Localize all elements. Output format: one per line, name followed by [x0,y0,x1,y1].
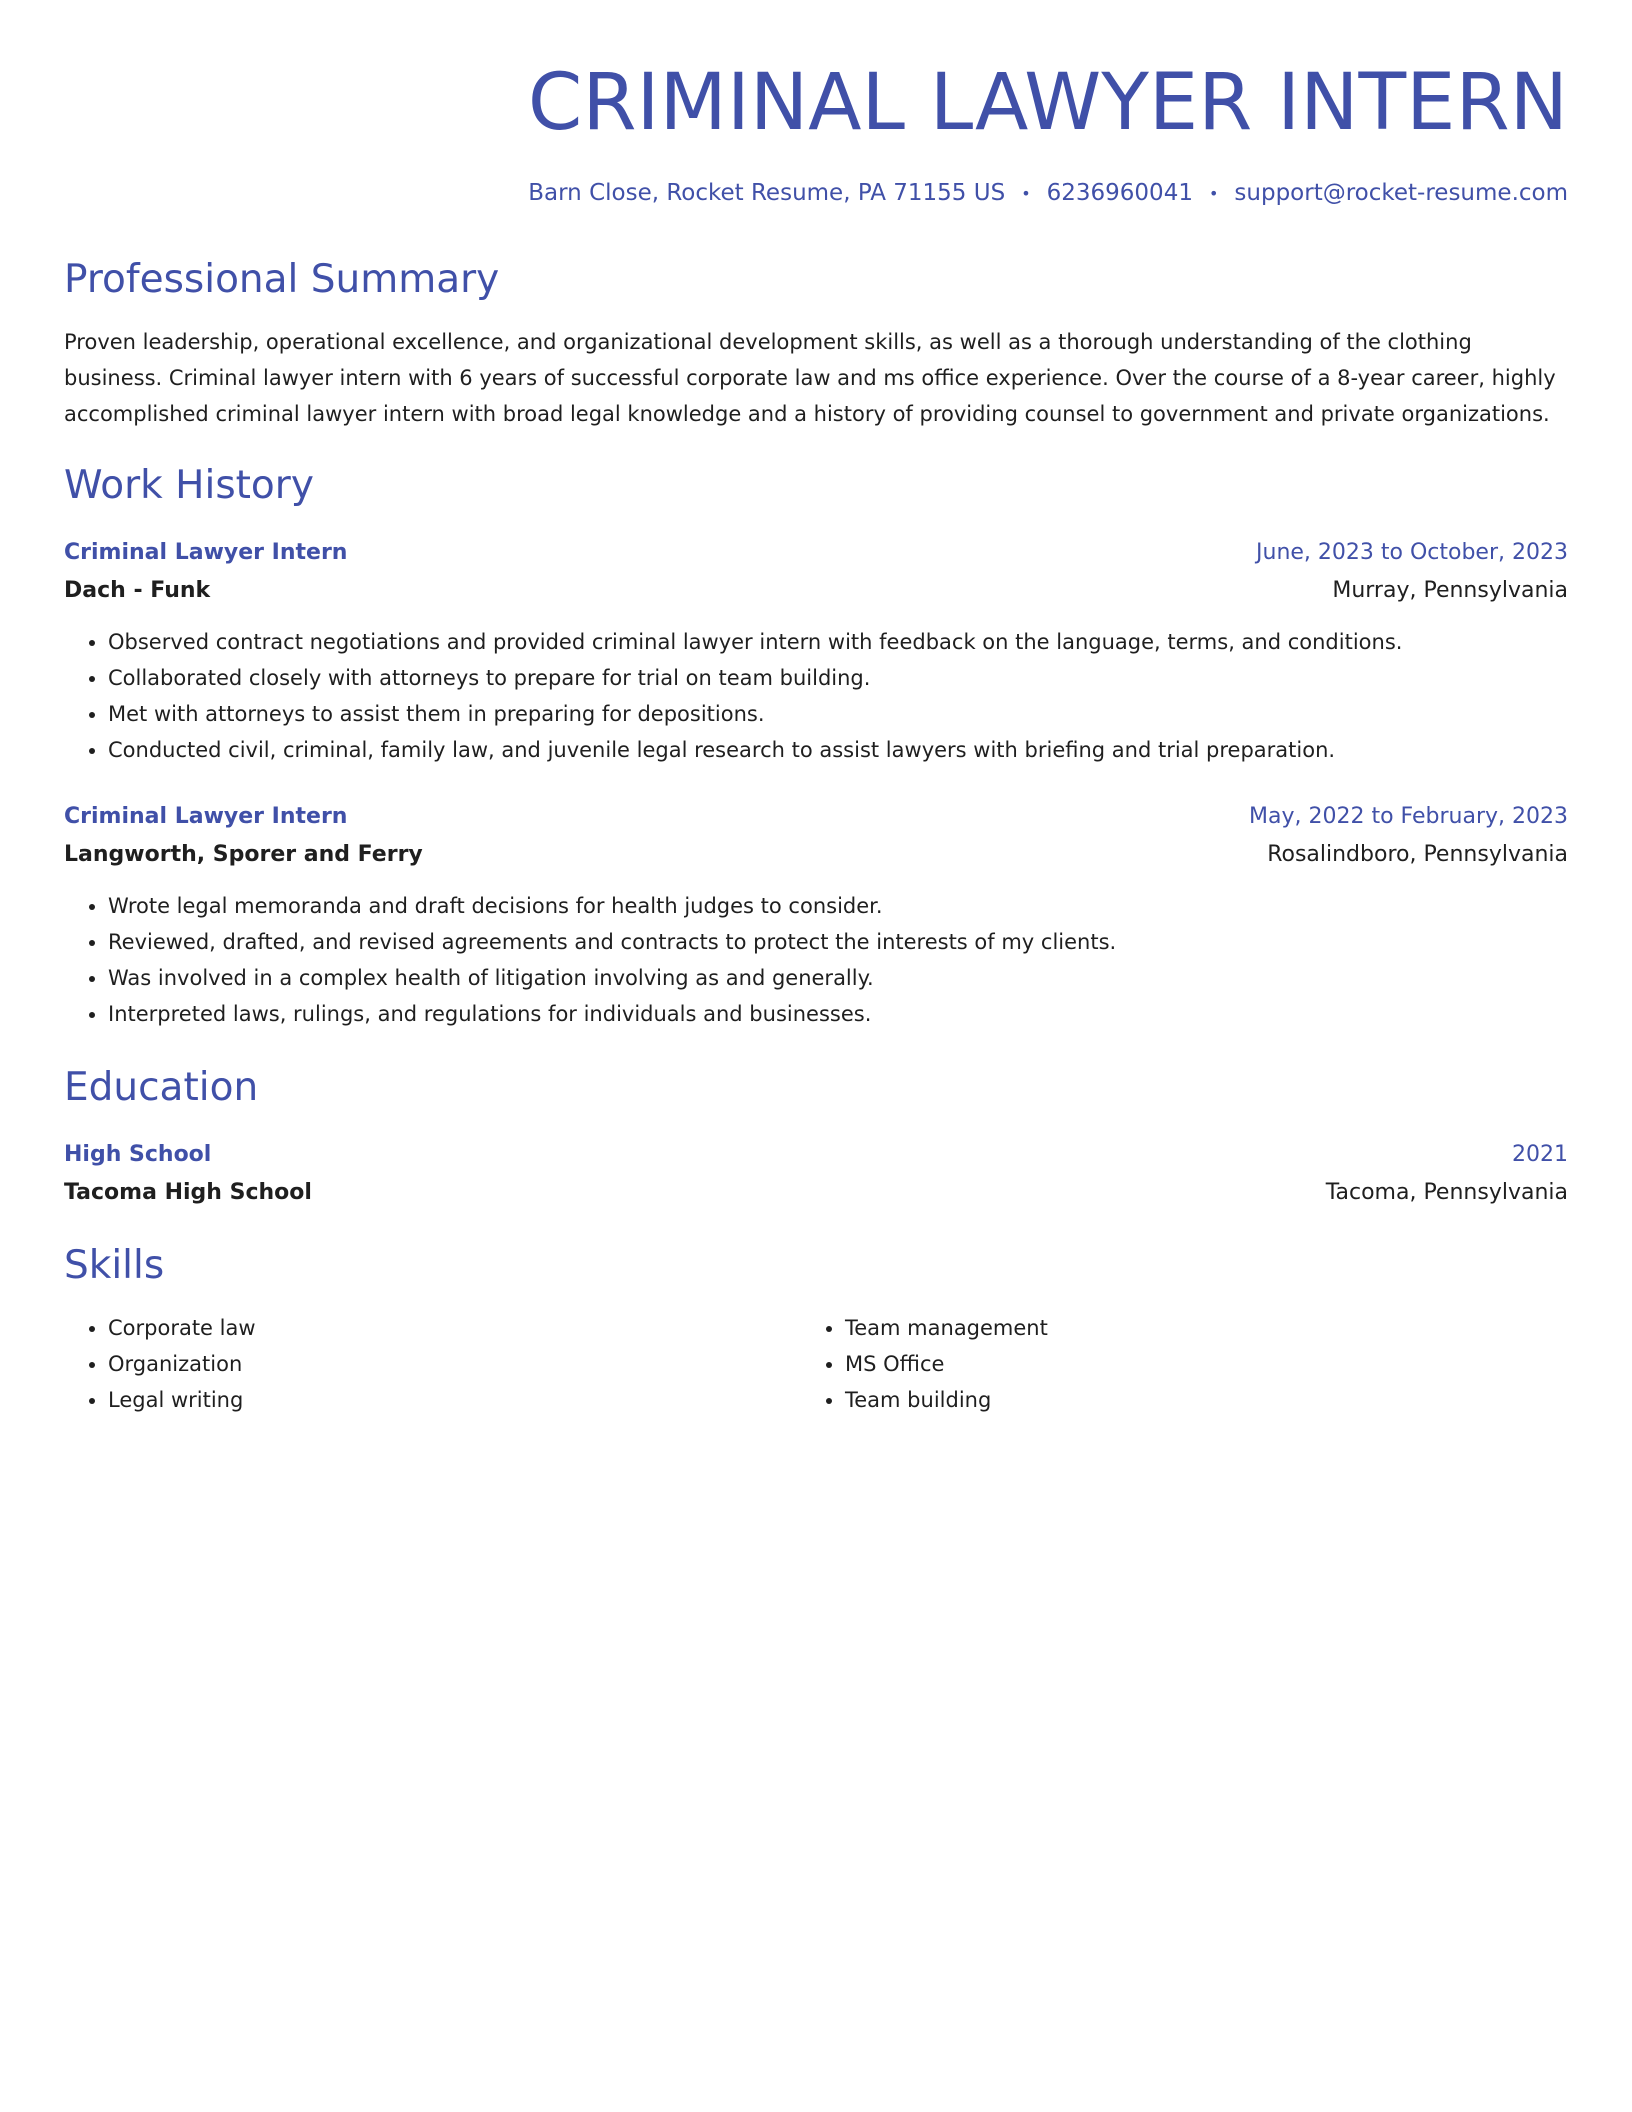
education-school-row [64,1174,1568,1212]
skills-heading: Skills [64,1243,165,1288]
job-company: Langworth, Sporer and Ferry [64,842,423,867]
skill-item: • Team management [845,1310,1538,1346]
job-company-row [64,572,1568,610]
job-header-row [64,534,1568,572]
job-location: Rosalindboro, Pennsylvania [1267,842,1568,867]
candidate-name: CRIMINAL LAWYER INTERN [527,58,1568,148]
education-location: Tacoma, Pennsylvania [1325,1180,1568,1205]
job-bullet: • Conducted civil, criminal, family law, and juvenile legal research to assist lawyers with briefing and trial preparation. [108,732,1568,768]
summary-heading: Professional Summary [64,257,500,302]
job-header-row [64,798,1568,836]
job-bullets [64,624,1568,768]
work-history-heading: Work History [64,463,314,508]
skills-list [64,1310,1568,1418]
job-bullet: • Interpreted laws, rulings, and regulations for individuals and businesses. [108,996,1568,1032]
contact-line [64,180,1568,206]
education-heading: Education [64,1065,259,1110]
summary-text: Proven leadership, operational excellence, and organizational development skills, as well as a thorough understanding of the clothing business. Criminal lawyer intern with 6 years of successful corporate law and ms office experience. Over the course of a 8-year career, highly accomplished criminal lawyer intern with broad legal knowledge and a history of providing counsel to government and private organizations. [64,330,1556,426]
education-entry [64,1136,1568,1212]
education-header-row [64,1136,1568,1174]
job-bullets [64,888,1568,1032]
job-bullet: • Was involved in a complex health of litigation involving as and generally. [108,960,1568,996]
job-dates: May, 2022 to February, 2023 [1249,804,1568,829]
skills-column-left [64,1310,801,1418]
education-year: 2021 [1512,1142,1568,1167]
job-bullet: • Met with attorneys to assist them in preparing for depositions. [108,696,1568,732]
skill-item: • Organization [108,1346,801,1382]
job-dates: June, 2023 to October, 2023 [1256,540,1568,565]
education-degree: High School [64,1142,212,1167]
job-bullet: • Reviewed, drafted, and revised agreements and contracts to protect the interests of my clients. [108,924,1568,960]
skill-item: • Corporate law [108,1310,801,1346]
skill-item: • MS Office [845,1346,1538,1382]
education-school: Tacoma High School [64,1180,312,1205]
job-company: Dach - Funk [64,578,211,603]
job-bullet: • Observed contract negotiations and provided criminal lawyer intern with feedback on the language, terms, and conditions. [108,624,1568,660]
job-bullet: • Wrote legal memoranda and draft decisions for health judges to consider. [108,888,1568,924]
contact-phone: 6236960041 [1046,180,1193,206]
contact-separator: • [1021,183,1031,203]
job-bullet: • Collaborated closely with attorneys to prepare for trial on team building. [108,660,1568,696]
skill-item: • Team building [845,1382,1538,1418]
contact-address: Barn Close, Rocket Resume, PA 71155 US [528,180,1006,206]
resume-header [64,48,1568,206]
skill-item: • Legal writing [108,1382,801,1418]
skills-column-right [801,1310,1538,1418]
contact-separator: • [1208,183,1219,203]
job-location: Murray, Pennsylvania [1332,578,1568,603]
job-title: Criminal Lawyer Intern [64,540,348,565]
job-entry [64,534,1568,768]
contact-email: support@rocket-resume.com [1234,180,1568,206]
job-company-row [64,836,1568,874]
job-entry [64,798,1568,1032]
job-title: Criminal Lawyer Intern [64,804,348,829]
